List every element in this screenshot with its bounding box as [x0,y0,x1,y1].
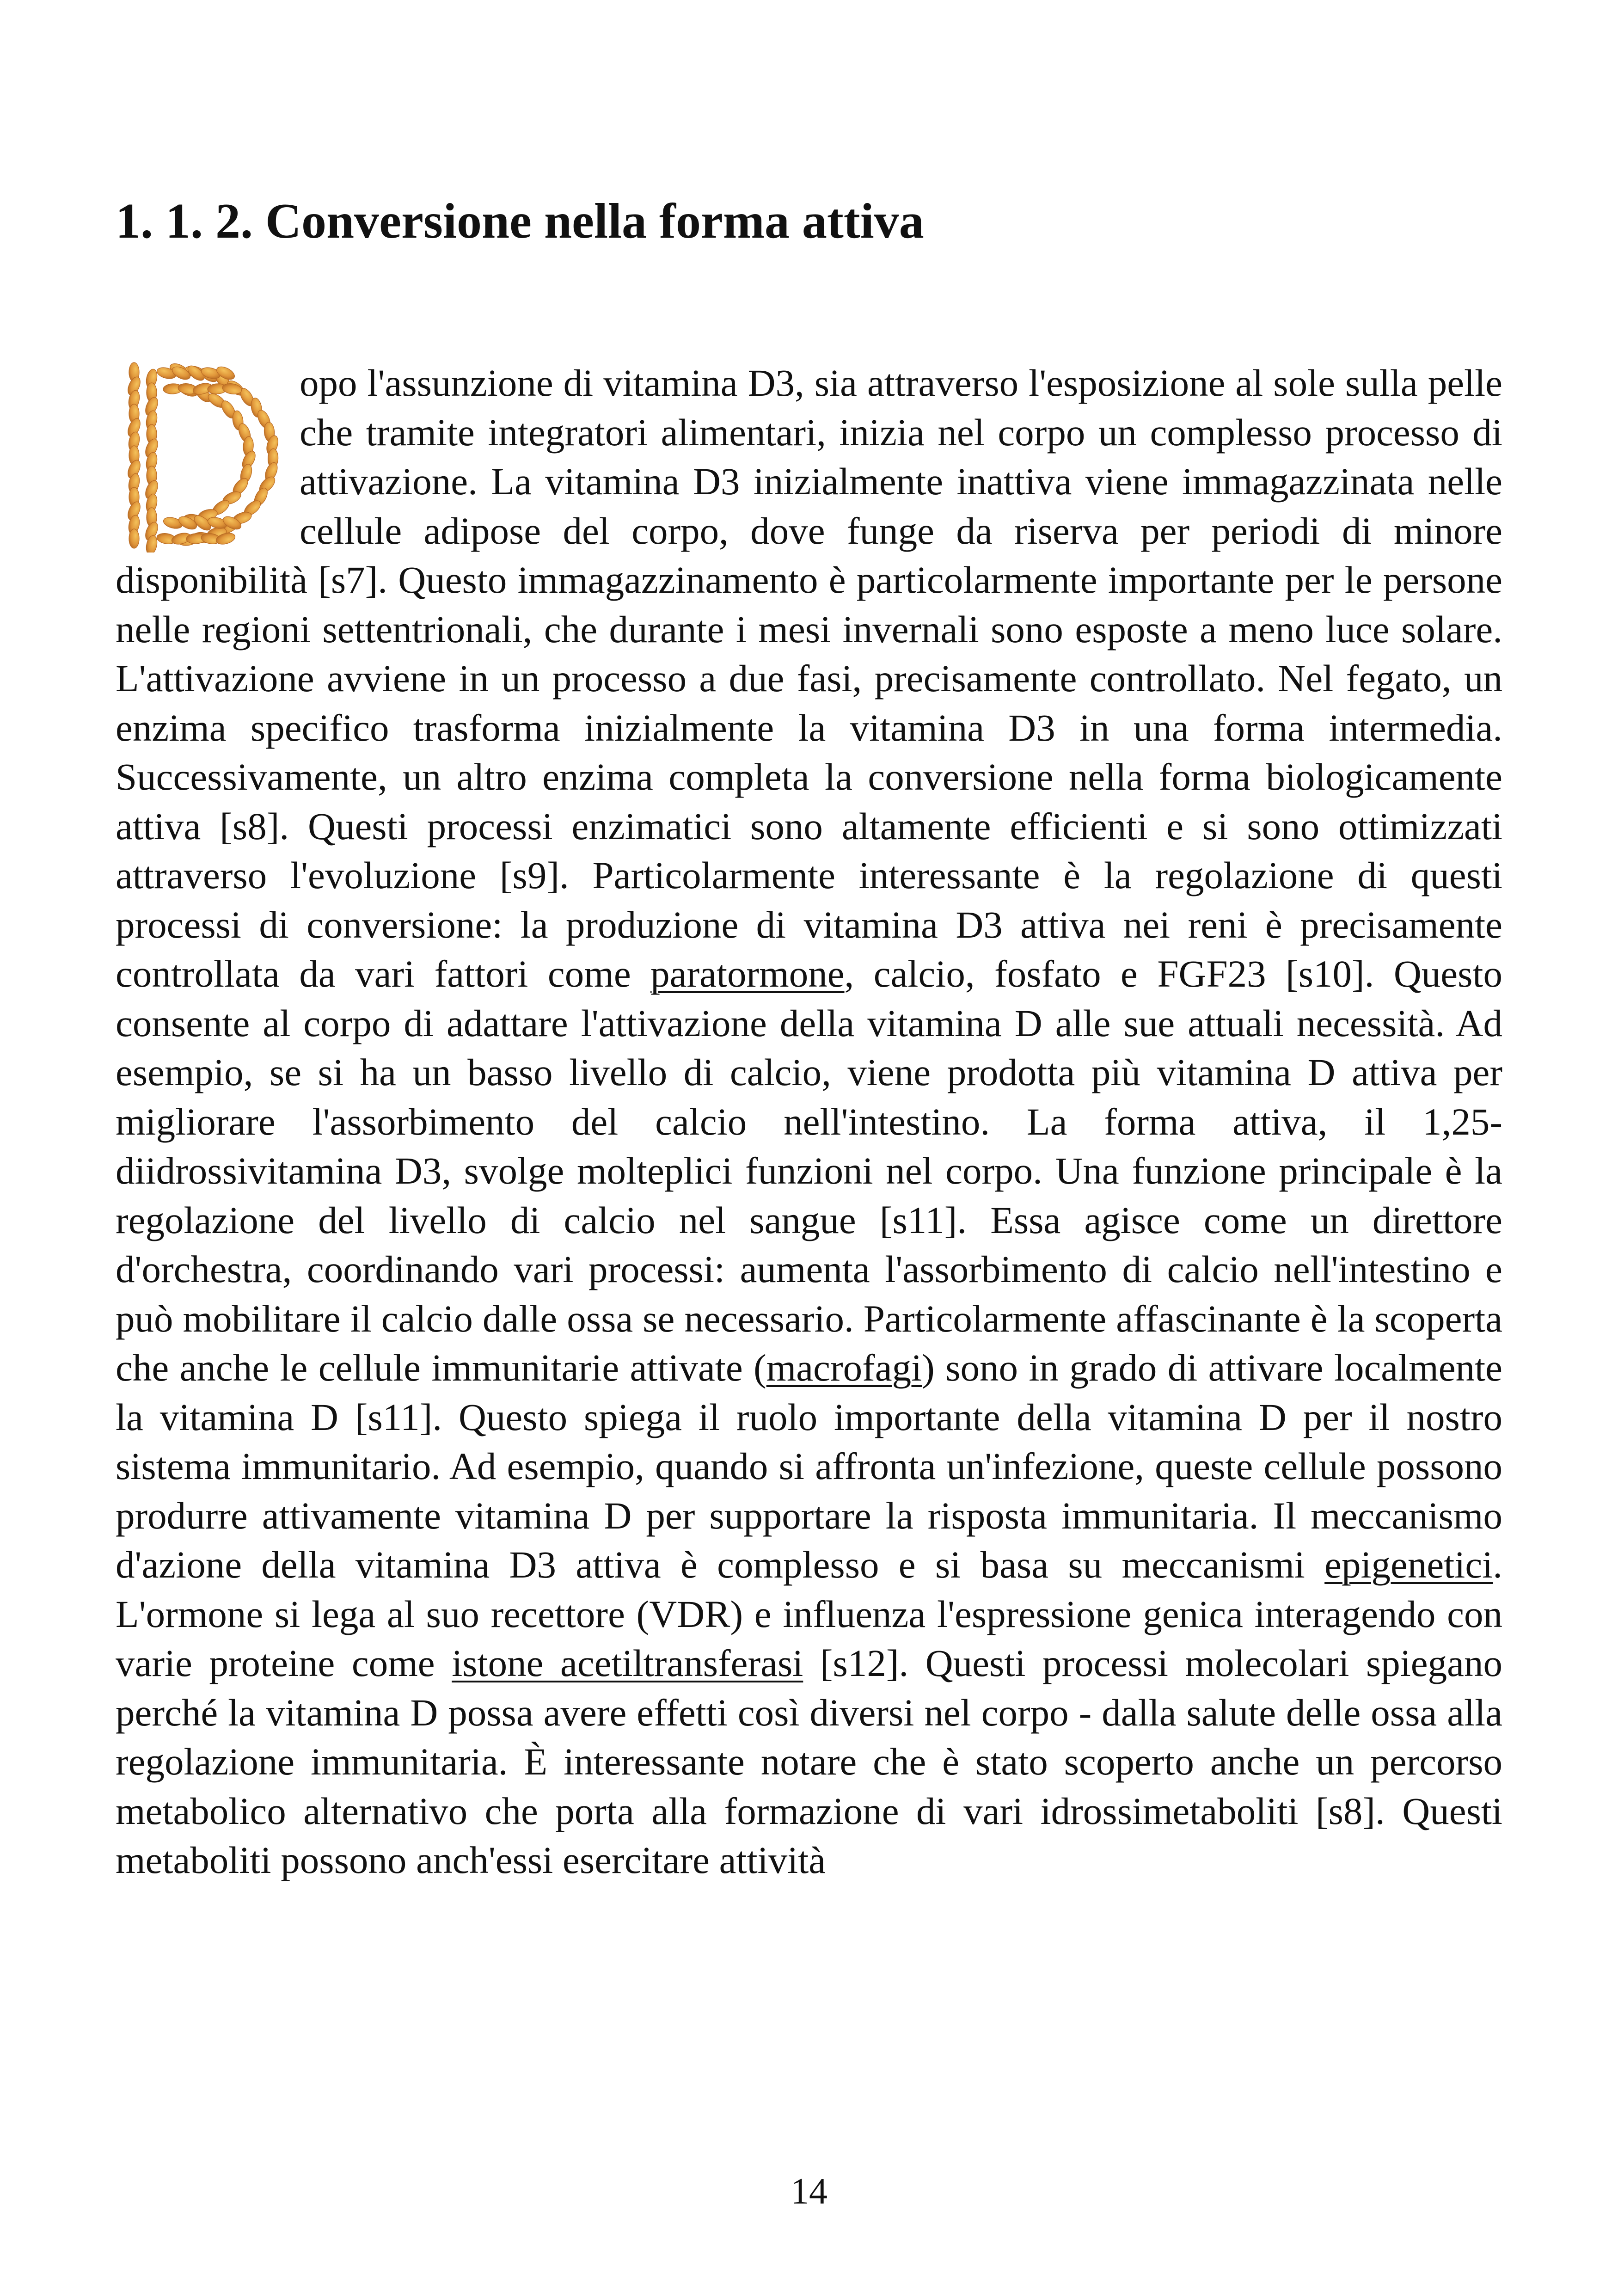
glossary-term-macrofagi[interactable]: macrofagi [766,1346,922,1389]
paragraph-text-3: ) sono in grado di attivare localmente la vitamina D [s11]. Questo spiega il ruolo importante della vitamina D per il nostro sistema immunitario. Ad esempio, quando si affronta un'infezione, queste cellule possono produrre attivamente vitamina D per supportare la risposta immunitaria. Il meccanismo d'azione della vitamina D3 attiva è complesso e si basa su meccanismi [116,1346,1502,1586]
seed-icon [129,529,139,548]
paragraph-text-5: [s12]. Questi processi molecolari spiegano perché la vitamina D possa avere effetti così diversi nel corpo - dalla salute delle ossa alla regolazione immunitaria. È interessante notare che è stato scoperto anche un percorso metabolico alternativo che porta alla formazione di vari idrossimetaboliti [s8]. Questi metaboliti possono anch'essi esercitare attività [116,1642,1502,1881]
dropcap-seed-letter-d-icon [116,358,287,553]
paragraph-text-1: opo l'assunzione di vitamina D3, sia attraverso l'esposizione al sole sulla pelle che tramite integratori alimentari, inizia nel corpo un complesso processo di attivazione. La vitamina D3 inizialmente inattiva viene immagazzinata nelle cellule adipose del corpo, dove funge da riserva per periodi di minore disponibilità [s7]. Questo immagazzinamento è particolarmente importante per le persone nelle regioni settentrionali, che durante i mesi invernali sono esposte a meno luce solare. L'attivazione avviene in un processo a due fasi, precisamente controllato. Nel fegato, un enzima specifico trasforma inizialmente la vitamina D3 in una forma intermedia. Successivamente, un altro enzima completa la conversione nella forma biologicamente attiva [s8]. Questi processi enzimatici sono altamente efficienti e si sono ottimizzati attraverso l'evoluzione [s9]. Particolarmente interessante è la regolazione di questi processi di conversione: la produzione di vitamina D3 attiva nei reni è precisamente controllata da vari fattori come [116,362,1502,995]
seed-letter-d-icon [116,358,287,553]
paragraph-text-4: . L'ormone si lega al suo recettore (VDR) e influenza l'espressione genica interagendo con varie proteine come [116,1543,1502,1684]
glossary-term-istone-acetiltransferasi[interactable]: istone acetiltransferasi [452,1642,803,1684]
glossary-term-epigenetici[interactable]: epigenetici [1324,1543,1493,1586]
section-heading: 1. 1. 2. Conversione nella forma attiva [116,194,924,249]
glossary-term-paratormone[interactable]: paratormone [650,952,845,995]
body-paragraph [116,358,1502,1885]
page-number: 14 [791,2171,827,2212]
paragraph-text-2: , calcio, fosfato e FGF23 [s10]. Questo consente al corpo di adattare l'attivazione della vitamina D alle sue attuali necessità. Ad esempio, se si ha un basso livello di calcio, viene prodotta più vitamina D attiva per migliorare l'assorbimento del calcio nell'intestino. La forma attiva, il 1,25-diidrossivitamina D3, svolge molteplici funzioni nel corpo. Una funzione principale è la regolazione del livello di calcio nel sangue [s11]. Essa agisce come un direttore d'orchestra, coordinando vari processi: aumenta l'assorbimento di calcio nell'intestino e può mobilitare il calcio dalle ossa se necessario. Particolarmente affascinante è la scoperta che anche le cellule immunitarie attivate ( [116,952,1502,1389]
